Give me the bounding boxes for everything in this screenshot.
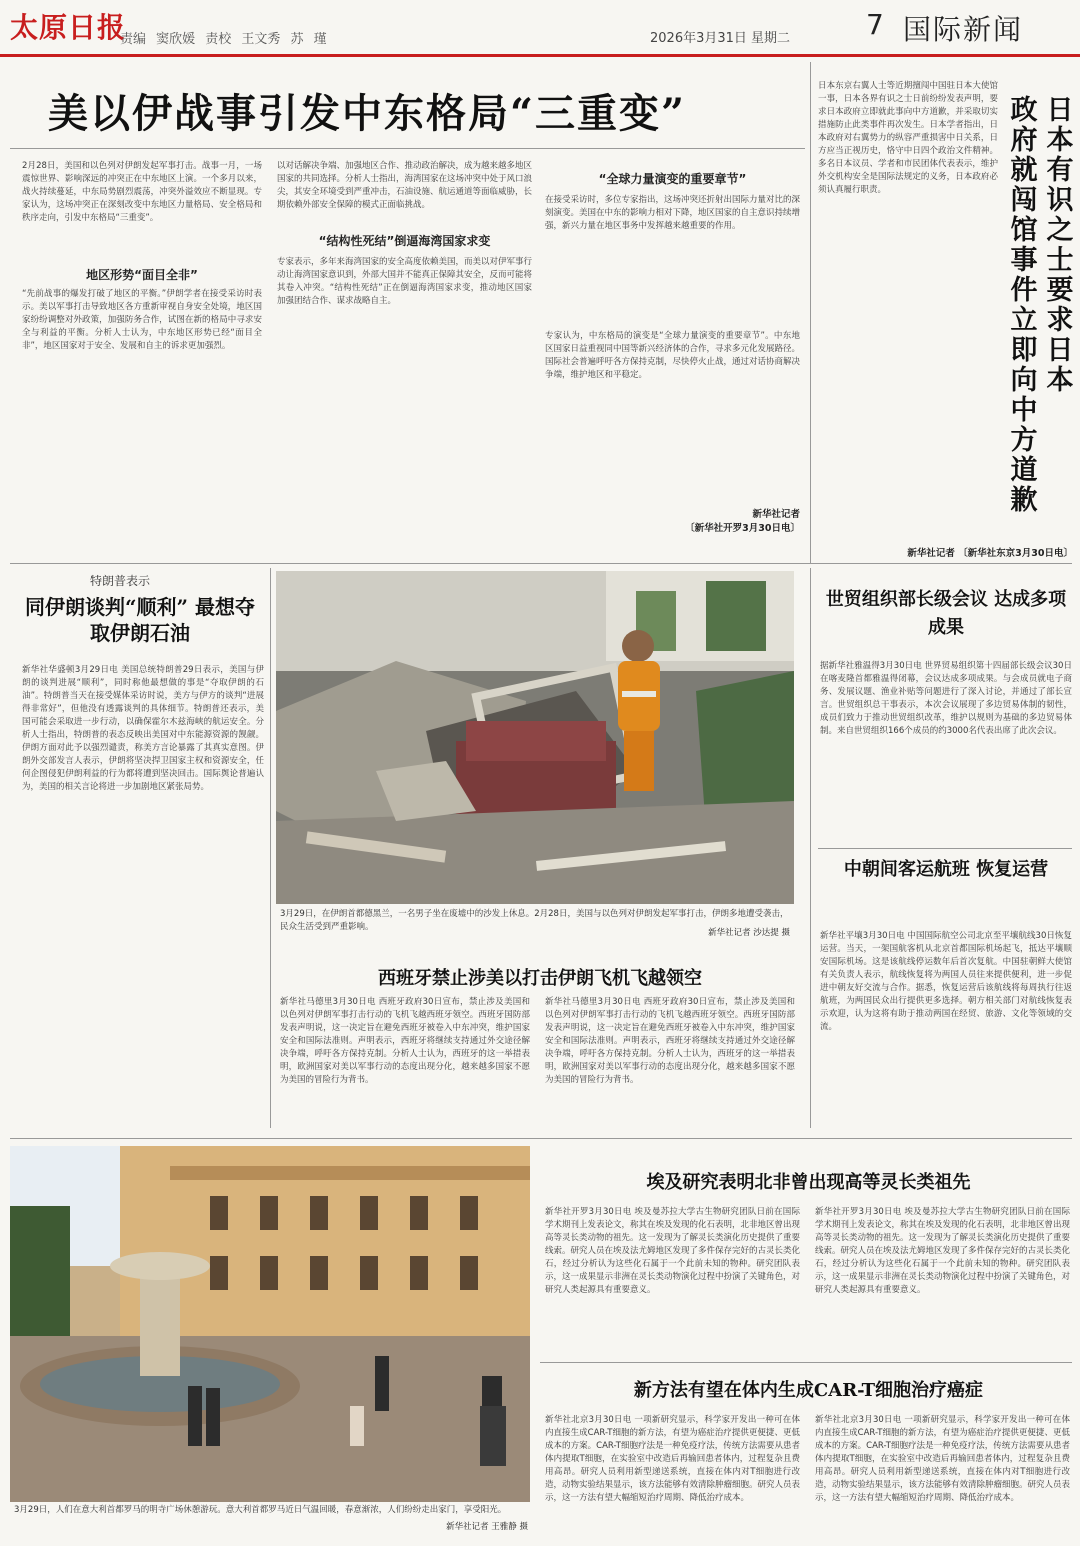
photo-rome-caption: 3月29日，人们在意大利首都罗马的明寺广场休憩游玩。意大利首都罗马近日气温回暖，春意渐浓，人们纷纷走出家门，享受阳光。 (14, 1505, 507, 1515)
lead-subhead-2: “结构性死结”倒逼海湾国家求变 (318, 234, 491, 248)
column-divider-2 (270, 568, 271, 1128)
lead-subhead-1: 地区形势“面目全非” (86, 268, 198, 282)
lead-col3b: 专家认为，中东格局的演变是“全球力量演变的重要章节”。中东地区国家日益重视同中国等新兴经济体的合作，寻求多元化发展路径。国际社会普遍呼吁各方保持克制，尽快停火止战，通过对话协商解决争端，维护地区和平稳定。 (545, 331, 800, 380)
photo-tehran (276, 571, 794, 904)
cart-headline: 新方法有望在体内生成CAR-T细胞治疗癌症 (633, 1380, 984, 1401)
lead-byline: 新华社记者 (752, 509, 800, 520)
spain-headline: 西班牙禁止涉美以打击伊朗飞机飞越领空 (378, 968, 702, 989)
photo-tehran-caption: 3月29日，在伊朗首都德黑兰，一名男子坐在废墟中的沙发上休息。2月28日，美国与以色列对伊朗发起军事打击，伊朗多地遭受袭击，民众生活受到严重影响。 (280, 909, 789, 932)
lead-col1: 2月28日，美国和以色列对伊朗发起军事打击。战事一月，一场震惊世界、影响深远的冲突正在中东地区上演。一个多月以来，战火持续蔓延，中东局势剧烈震荡，冲突外溢效应不断显现。专家认为，这场冲突正在深刻改变中东地区力量格局、安全格局和秩序走向，引发中东格局“三重变”。 (22, 161, 262, 223)
lead-col3: 在接受采访时，多位专家指出，这场冲突还折射出国际力量对比的深刻演变。美国在中东的影响力相对下降，地区国家的自主意识持续增强，新兴力量在地区事务中发挥越来越重要的作用。 (545, 195, 800, 231)
cart-body-1: 新华社北京3月30日电 一项新研究显示，科学家开发出一种可在体内直接生成CAR-T细胞的新方法，有望为癌症治疗提供更便捷、更低成本的方案。CAR-T细胞疗法是一种免疫疗法，传统方法需要从患者体内提取T细胞，在实验室中改造后再输回患者体内，过程复杂且费用高昂。研究人员利用新型递送系统，直接在体内对T细胞进行改造，动物实验结果显示，该方法能够有效清除肿瘤细胞。研究人员表示，这一方法有望大幅缩短治疗周期、降低治疗成本。 (545, 1415, 800, 1503)
lead-col2b: 专家表示，多年来海湾国家的安全高度依赖美国，而美以对伊军事行动让海湾国家意识到，外部大国并不能真正保障其安全，反而可能将其卷入冲突。“结构性死结”正在倒逼海湾国家求变，推动地区国家加强团结合作、谋求战略自主。 (277, 257, 532, 306)
spain-body-1: 新华社马德里3月30日电 西班牙政府30日宣布，禁止涉及美国和以色列对伊朗军事打击行动的飞机飞越西班牙领空。西班牙国防部发表声明说，这一决定旨在避免西班牙被卷入中东冲突，维护国家安全和国际法准则。声明表示，西班牙将继续支持通过外交途径解决争端，呼吁各方保持克制。分析人士认为，西班牙的这一举措表明，欧洲国家对美以军事行动的态度出现分化，越来越多国家不愿为美国的冒险行为背书。 (280, 997, 530, 1085)
egypt-body-2: 新华社开罗3月30日电 埃及曼苏拉大学古生物研究团队日前在国际学术期刊上发表论文，称其在埃及发现的化石表明，北非地区曾出现高等灵长类动物的祖先。这一发现为了解灵长类演化历史提供了重要线索。研究人员在埃及法尤姆地区发现了多件保存完好的古灵长类化石，经过分析认为这些化石属于一个此前未知的物种。研究团队表示，这一成果显示非洲在灵长类动物演化过程中扮演了关键角色，对研究人类起源具有重要意义。 (815, 1207, 1070, 1295)
spain-body-2: 新华社马德里3月30日电 西班牙政府30日宣布，禁止涉及美国和以色列对伊朗军事打击行动的飞机飞越西班牙领空。西班牙国防部发表声明说，这一决定旨在避免西班牙被卷入中东冲突，维护国家安全和国际法准则。声明表示，西班牙将继续支持通过外交途径解决争端，呼吁各方保持克制。分析人士认为，西班牙的这一举措表明，欧洲国家对美以军事行动的态度出现分化，越来越多国家不愿为美国的冒险行为背书。 (545, 997, 795, 1085)
newspaper-logo: 太原日报 (10, 11, 127, 44)
section-title: 国际新闻 (903, 13, 1024, 46)
trump-body: 新华社华盛顿3月29日电 美国总统特朗普29日表示，美国与伊朗的谈判进展“顺利”，同时称他最想做的事是“夺取伊朗的石油”。特朗普当天在接受媒体采访时说，美方与伊方的谈判“进展得非常好”，但他没有透露谈判的具体细节。特朗普还表示，美国可能会采取进一步行动，以确保霍尔木兹海峡的航运安全。分析人士指出，特朗普的表态反映出美国对中东能源资源的觊觎。伊朗方面对此予以强烈谴责，称美方言论暴露了其真实意图。伊朗外交部发言人表示，伊朗将坚决捍卫国家主权和资源安全，任何企图侵犯伊朗利益的行为都将遭到坚决回击。国际舆论普遍认为，美国的相关言论将进一步加剧地区紧张局势。 (22, 665, 264, 792)
trump-headline (20, 594, 260, 646)
masthead (0, 0, 1080, 56)
lead-rule (10, 148, 805, 149)
editor-credits: 责编 窦欣媛 责校 王文秀 苏 瑾 (120, 32, 327, 47)
photo-rome-art (10, 1146, 530, 1502)
lead-headline: 美以伊战事引发中东格局“三重变” (48, 90, 687, 137)
egypt-body-1: 新华社开罗3月30日电 埃及曼苏拉大学古生物研究团队日前在国际学术期刊上发表论文，称其在埃及发现的化石表明，北非地区曾出现高等灵长类动物的祖先。这一发现为了解灵长类演化历史提供了重要线索。研究人员在埃及法尤姆地区发现了多件保存完好的古灵长类化石，经过分析认为这些化石属于一个此前未知的物种。研究团队表示，这一成果显示非洲在灵长类动物演化过程中扮演了关键角色，对研究人类起源具有重要意义。 (545, 1207, 800, 1295)
wto-body: 据新华社雅温得3月30日电 世界贸易组织第十四届部长级会议30日在喀麦隆首都雅温得闭幕，会议达成多项成果。与会成员就电子商务、发展议题、渔业补贴等问题进行了深入讨论，并通过了部长宣言。世贸组织总干事表示，本次会议展现了多边贸易体制的韧性，成员们致力于推动世贸组织改革，维护以规则为基础的多边贸易体制。来自世贸组织166个成员的约3000名代表出席了此次会议。 (820, 661, 1072, 736)
photo-tehran-art (276, 571, 794, 904)
lead-subhead-3: “全球力量演变的重要章节” (598, 172, 747, 186)
cart-body-2: 新华社北京3月30日电 一项新研究显示，科学家开发出一种可在体内直接生成CAR-T细胞的新方法，有望为癌症治疗提供更便捷、更低成本的方案。CAR-T细胞疗法是一种免疫疗法，传统方法需要从患者体内提取T细胞，在实验室中改造后再输回患者体内，过程复杂且费用高昂。研究人员利用新型递送系统，直接在体内对T细胞进行改造，动物实验结果显示，该方法能够有效清除肿瘤细胞。研究人员表示，这一方法有望大幅缩短治疗周期、降低治疗成本。 (815, 1415, 1070, 1503)
masthead-rule (0, 54, 1080, 57)
japan-headline-column: 日 本 有 识 之 士 要 求 日 本 (1046, 95, 1074, 396)
column-divider-3 (810, 568, 811, 1128)
lead-col1b: “先前战事的爆发打破了地区的平衡。”伊朗学者在接受采访时表示。美以军事打击导致地区各方重新审视自身安全处境，地区国家纷纷调整对外政策，加强防务合作，试图在新的格局中寻求安全与利益的平衡。分析人士认为，中东地区形势已经“面目全非”，地区国家对于安全、发展和自主的诉求更加强烈。 (22, 289, 262, 351)
page-number: 7 (866, 8, 884, 41)
photo-tehran-credit: 新华社记者 沙达提 摄 (708, 928, 790, 938)
egypt-rule (540, 1362, 1072, 1363)
column-divider (810, 62, 811, 564)
issue-date: 2026年3月31日 星期二 (650, 31, 791, 46)
ferry-headline: 中朝间客运航班 恢复运营 (843, 859, 1049, 880)
japan-headline-column: 政 府 就 闯 馆 事 件 立 即 向 中 方 道 歉 (1010, 95, 1038, 516)
japan-body: 日本东京右翼人士等近期擅闯中国驻日本大使馆一事，日本各界有识之士日前纷纷发表声明，要求日本政府立即就此事向中方道歉，并采取切实措施防止此类事件再次发生。日本学者指出，日本政府对右翼势力的纵容严重损害中日关系，日方应当正视历史，恪守中日四个政治文件精神。多名日本议员、学者和市民团体代表表示，维护外交机构安全是国际法规定的义务，日本政府必须认真履行职责。 (818, 81, 998, 195)
lead-col2: 以对话解决争端、加强地区合作、推动政治解决，成为越来越多地区国家的共同选择。分析人士指出，海湾国家在这场冲突中处于风口浪尖，其安全环境受到严重冲击，石油设施、航运通道等面临威胁，长期依赖外部安全保障的模式正面临挑战。 (277, 161, 532, 210)
japan-headline (1006, 95, 1076, 516)
lower-rule (10, 1138, 1072, 1139)
trump-kicker: 特朗普表示 (90, 574, 151, 588)
lead-dateline: 〔新华社开罗3月30日电〕 (685, 523, 800, 534)
trump-headline-text: 同伊朗谈判“顺利” 最想夺取伊朗石油 (25, 595, 255, 645)
ferry-body: 新华社平壤3月30日电 中国国际航空公司北京至平壤航线30日恢复运营。当天，一架国航客机从北京首都国际机场起飞，抵达平壤顺安国际机场。这是该航线停运数年后首次复航。中国驻朝鲜大使馆有关负责人表示，航线恢复将为两国人员往来提供便利，进一步促进中朝友好交流与合作。据悉，恢复运营后该航线将每周执行往返航班，为两国民众出行提供更多选择。朝方相关部门对航线恢复表示欢迎，认为这将有助于推动两国在经贸、旅游、文化等领域的交流。 (820, 931, 1072, 1032)
wto-rule (818, 848, 1072, 849)
mid-rule (10, 563, 1072, 564)
japan-byline: 新华社记者 〔新华社东京3月30日电〕 (907, 548, 1073, 559)
photo-rome-credit: 新华社记者 王雅静 摄 (446, 1522, 528, 1532)
wto-headline: 世贸组织部长级会议 达成多项成果 (825, 589, 1067, 638)
egypt-headline: 埃及研究表明北非曾出现高等灵长类祖先 (646, 1172, 971, 1193)
photo-rome (10, 1146, 530, 1502)
